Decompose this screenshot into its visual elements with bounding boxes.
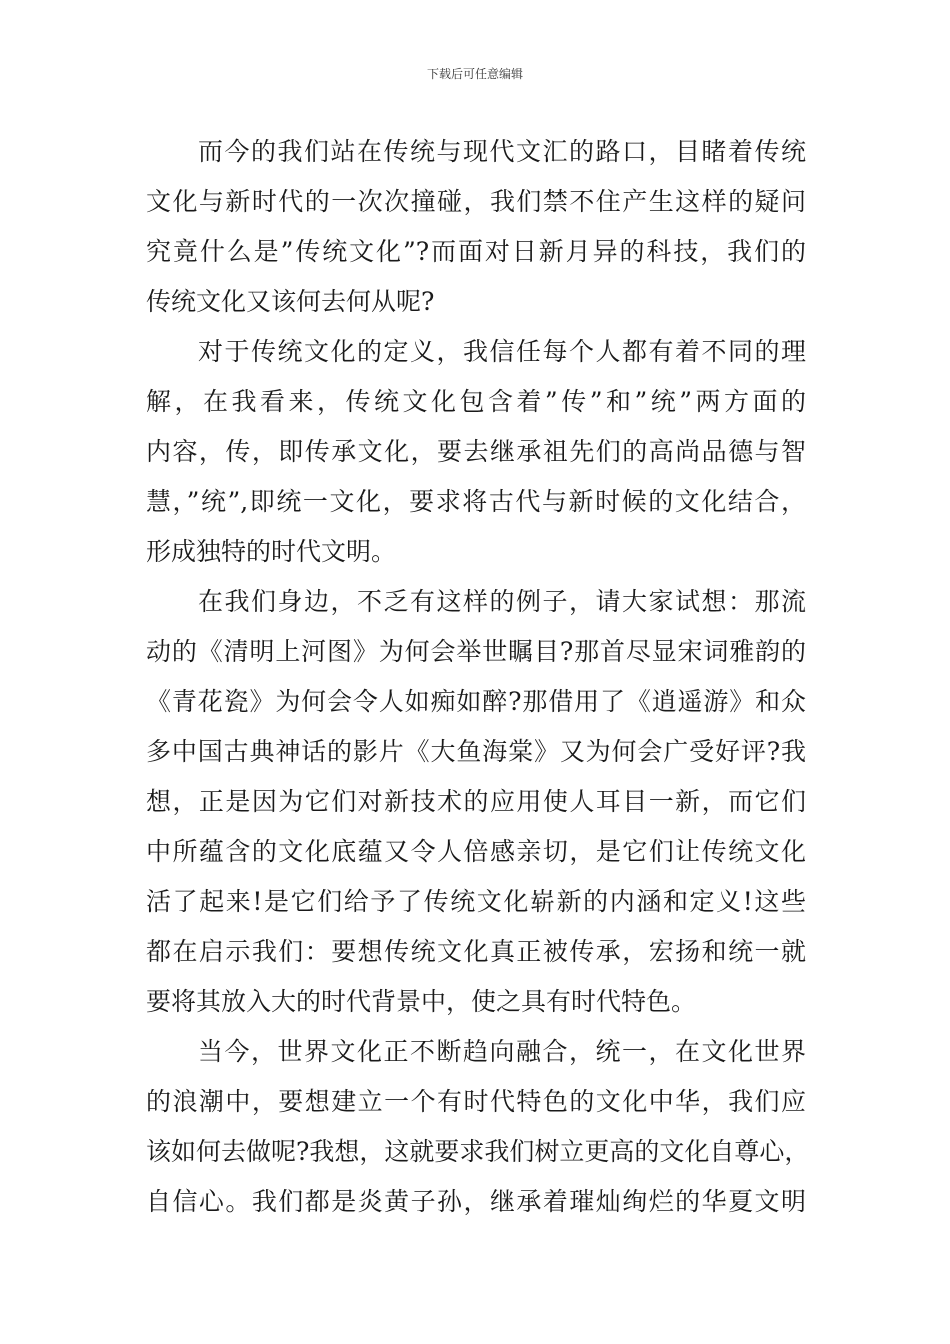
page-header: 下载后可任意编辑: [426, 67, 523, 81]
text-line: 都在启示我们：要想传统文化真正被传承，宏扬和统一就: [146, 937, 806, 966]
paragraph-4: [146, 1027, 810, 1227]
paragraph-2: [146, 327, 806, 577]
text-line: 自信心。我们都是炎黄子孙，继承着璀灿绚烂的华夏文明: [146, 1187, 806, 1216]
text-line: 对于传统文化的定义，我信任每个人都有着不同的理: [198, 337, 806, 366]
text-line: 的浪潮中，要想建立一个有时代特色的文化中华，我们应: [146, 1087, 806, 1116]
text-line: 内容，传，即传承文化，要去继承祖先们的高尚品德与智: [146, 437, 806, 466]
paragraph-1: [146, 127, 806, 327]
text-line: 中所蕴含的文化底蕴又令人倍感亲切，是它们让传统文化: [146, 837, 806, 866]
text-line: 活了起来!是它们给予了传统文化崭新的内涵和定义!这些: [146, 887, 806, 916]
text-line: 当今，世界文化正不断趋向融合，统一，在文化世界: [198, 1037, 806, 1066]
document-body: [146, 127, 810, 1227]
text-line: 究竟什么是”传统文化”?而面对日新月异的科技，我们的: [146, 237, 806, 266]
text-line: 动的《清明上河图》为何会举世瞩目?那首尽显宋词雅韵的: [146, 637, 806, 666]
text-line: 形成独特的时代文明。: [146, 537, 397, 566]
paragraph-3: [146, 577, 806, 1027]
text-line: 该如何去做呢?我想，这就要求我们树立更高的文化自尊心，: [146, 1137, 810, 1166]
text-line: 文化与新时代的一次次撞碰，我们禁不住产生这样的疑问: [146, 187, 806, 216]
text-line: 《青花瓷》为何会令人如痴如醉?那借用了《逍遥游》和众: [146, 687, 806, 716]
text-line: 慧，”统”,即统一文化，要求将古代与新时候的文化结合，: [146, 487, 806, 516]
text-line: 多中国古典神话的影片《大鱼海棠》又为何会广受好评?我: [146, 737, 806, 766]
text-line: 而今的我们站在传统与现代文汇的路口，目睹着传统: [198, 137, 806, 166]
text-line: 在我们身边，不乏有这样的例子，请大家试想：那流: [198, 587, 806, 616]
text-line: 解，在我看来，传统文化包含着”传”和”统”两方面的: [146, 387, 806, 416]
text-line: 传统文化又该何去何从呢?: [146, 287, 435, 316]
text-line: 想，正是因为它们对新技术的应用使人耳目一新，而它们: [146, 787, 806, 816]
text-line: 要将其放入大的时代背景中，使之具有时代特色。: [146, 987, 697, 1016]
